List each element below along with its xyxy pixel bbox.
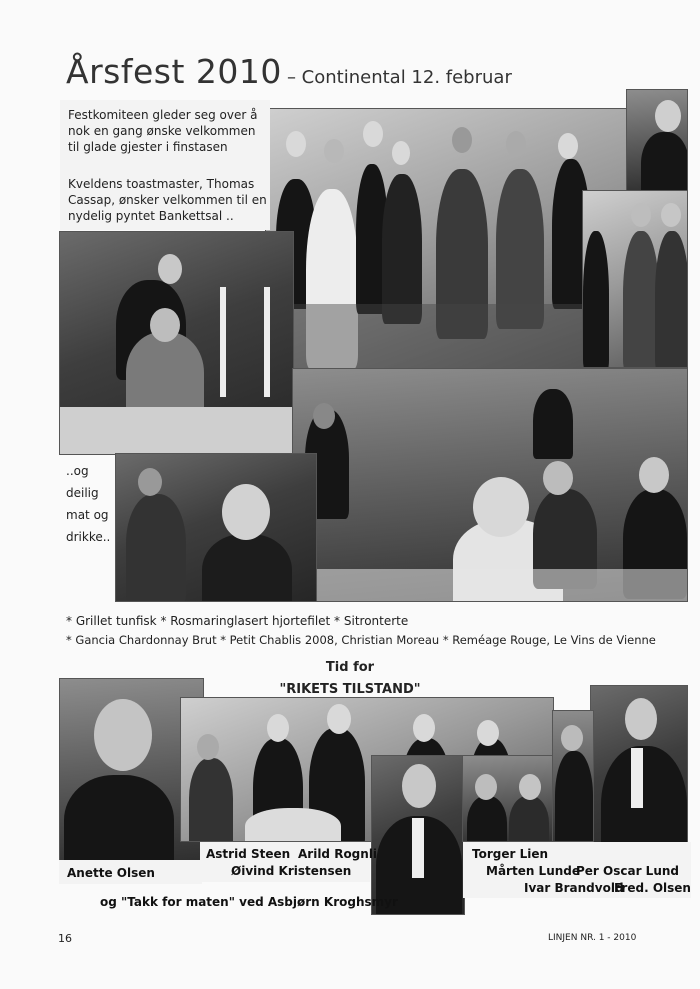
publication-name: LINJEN NR. 1 - 2010 bbox=[548, 933, 637, 943]
photo-man-microphone bbox=[590, 685, 688, 862]
photo-men-standing bbox=[462, 755, 554, 842]
name-marten-lunde: Mårten Lunde bbox=[486, 864, 581, 878]
name-fred-olsen: Fred. Olsen bbox=[614, 881, 691, 895]
menu-line-1: * Grillet tunfisk * Rosmaringlasert hjortefilet * Sitronterte bbox=[66, 614, 409, 628]
section-heading-line-2: "RIKETS TILSTAND" bbox=[279, 682, 421, 697]
photo-guests-seated bbox=[115, 453, 317, 602]
side-caption-line-3: mat og bbox=[66, 508, 109, 522]
name-per-oscar-lund: Per Oscar Lund bbox=[576, 864, 680, 878]
photo-two-women bbox=[582, 190, 688, 368]
intro-paragraph-2: Kveldens toastmaster, Thomas Cassap, ønsker velkommen til en nydelig pyntet Bankettsal .. bbox=[68, 177, 267, 223]
photo-dinner-hall bbox=[292, 368, 688, 602]
photo-welcome-reception bbox=[265, 108, 627, 370]
section-heading-line-1: Tid for bbox=[325, 660, 375, 675]
article-title bbox=[66, 52, 512, 91]
photo-man-glasses bbox=[626, 89, 688, 192]
name-astrid-steen: Astrid Steen bbox=[206, 847, 291, 861]
side-caption-line-4: drikke.. bbox=[66, 530, 111, 544]
name-anette-olsen: Anette Olsen bbox=[67, 866, 155, 880]
name-arild-rognli: Arild Rognli bbox=[298, 847, 378, 861]
side-caption-line-1: ..og bbox=[66, 464, 89, 478]
thanks-caption: og "Takk for maten" ved Asbjørn Kroghsmyr bbox=[100, 895, 398, 909]
title-subtitle: – Continental 12. februar bbox=[286, 67, 512, 88]
side-caption-line-2: deilig bbox=[66, 486, 99, 500]
side-caption bbox=[66, 460, 114, 548]
photo-man-speaking bbox=[371, 755, 465, 915]
name-ivar-brandvold: Ivar Brandvold bbox=[524, 881, 624, 895]
photo-toastmaster-candles bbox=[59, 231, 294, 455]
name-oivind-kristensen: Øivind Kristensen bbox=[231, 864, 352, 878]
intro-paragraph-1: Festkomiteen gleder seg over å nok en gang ønske velkommen til glade gjester i finstasen bbox=[68, 108, 258, 154]
page-number: 16 bbox=[58, 932, 72, 945]
name-torger-lien: Torger Lien bbox=[472, 847, 549, 861]
menu-line-2: * Gancia Chardonnay Brut * Petit Chablis 2008, Christian Moreau * Reméage Rouge, Le Vins de Vienne bbox=[66, 633, 656, 647]
title-main: Årsfest 2010 bbox=[66, 52, 282, 91]
photo-men-right bbox=[552, 710, 594, 842]
